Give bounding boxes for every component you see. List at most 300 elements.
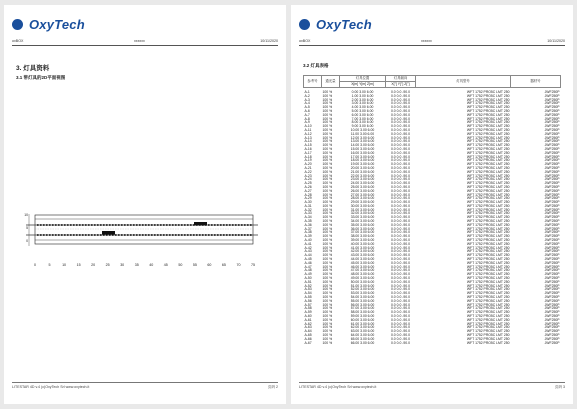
cell-code: JWF250P bbox=[544, 143, 560, 148]
luminaire-marker-row1 bbox=[163, 224, 165, 226]
luminaire-marker-row2 bbox=[40, 234, 42, 236]
cell-code: JWF250P bbox=[544, 272, 560, 277]
cell-code: JWF250P bbox=[544, 196, 560, 201]
cell-model: WFT 1752 PRO5C LMT 250 bbox=[466, 150, 510, 155]
luminaire-marker-row1 bbox=[211, 224, 213, 226]
cell-orientation: 0.0 0.0 -90.0 bbox=[390, 150, 411, 155]
cell-code: JWF250P bbox=[544, 192, 560, 197]
luminaire-marker-row1 bbox=[136, 224, 138, 226]
cell-flux: 100 % bbox=[322, 192, 333, 197]
cell-position: 48.00 3.00 6.00 bbox=[350, 272, 375, 277]
cell-flux: 100 % bbox=[322, 93, 333, 98]
luminaire-marker-row1 bbox=[100, 224, 102, 226]
cell-ref: A-48 bbox=[304, 268, 312, 273]
cell-model: WFT 1752 PRO5C LMT 250 bbox=[466, 253, 510, 258]
luminaire-marker-row1 bbox=[139, 224, 141, 226]
luminaire-marker-row2 bbox=[163, 234, 165, 236]
header-divider bbox=[299, 45, 565, 46]
footer-page-number: 页码 3 bbox=[554, 385, 565, 389]
cell-position: 15.00 3.00 6.00 bbox=[350, 146, 375, 151]
cell-model: WFT 1752 PRO5C LMT 250 bbox=[466, 234, 510, 239]
cell-ref: A-67 bbox=[304, 340, 312, 345]
cell-position: 50.00 3.00 6.00 bbox=[350, 279, 375, 284]
cell-flux: 100 % bbox=[322, 108, 333, 113]
x-tick-label: 0 bbox=[34, 263, 36, 267]
cell-model: WFT 1752 PRO5C LMT 250 bbox=[466, 321, 510, 326]
cell-model: WFT 1752 PRO5C LMT 250 bbox=[466, 207, 510, 212]
cell-ref: A-10 bbox=[304, 124, 312, 129]
cell-orientation: 0.0 0.0 -90.0 bbox=[390, 124, 411, 129]
cell-code: JWF250P bbox=[544, 260, 560, 265]
luminaire-marker-row2 bbox=[151, 234, 153, 236]
cell-flux: 100 % bbox=[322, 306, 333, 311]
cell-flux: 100 % bbox=[322, 143, 333, 148]
cell-position: 43.00 3.00 6.00 bbox=[350, 253, 375, 258]
luminaire-marker-row1 bbox=[115, 224, 117, 226]
luminaire-marker-row2 bbox=[103, 234, 105, 236]
luminaire-marker-row2 bbox=[148, 234, 150, 236]
luminaire-marker-row1 bbox=[127, 224, 129, 226]
luminaire-marker-row2 bbox=[121, 234, 123, 236]
cell-position: 41.00 3.00 6.00 bbox=[350, 245, 375, 250]
luminaire-marker-row2 bbox=[127, 234, 129, 236]
cell-flux: 100 % bbox=[322, 268, 333, 273]
brand-name: OxyTech bbox=[316, 17, 372, 32]
cell-model: WFT 1752 PRO5C LMT 250 bbox=[466, 200, 510, 205]
luminaire-marker-row2 bbox=[115, 234, 117, 236]
cell-code: JWF250P bbox=[544, 241, 560, 246]
cell-flux: 100 % bbox=[322, 329, 333, 334]
cell-model: WFT 1752 PRO5C LMT 250 bbox=[466, 181, 510, 186]
cell-orientation: 0.0 0.0 -90.0 bbox=[390, 165, 411, 170]
cell-code: JWF250P bbox=[544, 127, 560, 132]
cell-orientation: 0.0 0.0 -90.0 bbox=[390, 336, 411, 341]
luminaire-marker-row2 bbox=[76, 234, 78, 236]
document-page-left bbox=[4, 5, 286, 404]
luminaire-marker-row1 bbox=[217, 224, 219, 226]
cell-position: 11.00 3.00 6.00 bbox=[350, 131, 375, 136]
cell-ref: A-54 bbox=[304, 291, 312, 296]
cell-orientation: 0.0 0.0 -90.0 bbox=[390, 162, 411, 167]
cell-flux: 100 % bbox=[322, 260, 333, 265]
cell-code: JWF250P bbox=[544, 234, 560, 239]
cell-ref: A-53 bbox=[304, 287, 312, 292]
cell-position: 55.00 3.00 6.00 bbox=[350, 298, 375, 303]
cell-orientation: 0.0 0.0 -90.0 bbox=[390, 215, 411, 220]
cell-ref: A-47 bbox=[304, 264, 312, 269]
cell-orientation: 0.0 0.0 -90.0 bbox=[390, 272, 411, 277]
luminaire-marker-row2 bbox=[61, 234, 63, 236]
cell-position: 60.00 3.00 6.00 bbox=[350, 317, 375, 322]
cell-position: 37.00 3.00 6.00 bbox=[350, 230, 375, 235]
luminaire-marker-row1 bbox=[124, 224, 126, 226]
cell-orientation: 0.0 0.0 -90.0 bbox=[390, 112, 411, 117]
cell-flux: 100 % bbox=[322, 226, 333, 231]
x-tick-label: 65 bbox=[221, 263, 226, 267]
luminaire-marker-row2 bbox=[226, 234, 228, 236]
cell-ref: A-33 bbox=[304, 211, 312, 216]
cell-position: 27.00 3.00 6.00 bbox=[350, 192, 375, 197]
luminaire-marker-row1 bbox=[223, 224, 225, 226]
cell-code: JWF250P bbox=[544, 332, 560, 337]
cell-model: WFT 1752 PRO5C LMT 250 bbox=[466, 283, 510, 288]
cell-position: 16.00 3.00 6.00 bbox=[350, 150, 375, 155]
cell-flux: 100 % bbox=[322, 283, 333, 288]
luminaire-marker-row1 bbox=[166, 224, 168, 226]
luminaire-marker-row1 bbox=[247, 224, 249, 226]
luminaire-marker-row1 bbox=[64, 224, 66, 226]
cell-code: JWF250P bbox=[544, 336, 560, 341]
x-tick-label: 35 bbox=[134, 263, 139, 267]
cell-ref: A-51 bbox=[304, 279, 312, 284]
cell-position: 1.00 3.00 6.00 bbox=[351, 93, 374, 98]
luminaire-marker-row1 bbox=[73, 224, 75, 226]
cell-position: 33.00 3.00 6.00 bbox=[350, 215, 375, 220]
cell-code: JWF250P bbox=[544, 203, 560, 208]
luminaire-marker-row2 bbox=[160, 234, 162, 236]
luminaire-marker-row2 bbox=[94, 234, 96, 236]
cell-flux: 100 % bbox=[322, 215, 333, 220]
cell-ref: A-46 bbox=[304, 260, 312, 265]
luminaire-marker-row2 bbox=[112, 234, 114, 236]
cell-ref: A-65 bbox=[304, 332, 312, 337]
cell-orientation: 0.0 0.0 -90.0 bbox=[390, 321, 411, 326]
cell-flux: 100 % bbox=[322, 203, 333, 208]
cell-flux: 100 % bbox=[322, 120, 333, 125]
luminaire-marker-row1 bbox=[103, 224, 105, 226]
plan-outline bbox=[26, 214, 258, 246]
cell-position: 56.00 3.00 6.00 bbox=[350, 302, 375, 307]
x-tick-label: 45 bbox=[163, 263, 168, 267]
footer-software: LITESTAR 4D v.4 (c)OxyTech Srl www.oxytech.it bbox=[299, 385, 377, 389]
cell-flux: 100 % bbox=[322, 116, 333, 121]
cell-orientation: 0.0 0.0 -90.0 bbox=[390, 207, 411, 212]
cell-orientation: 0.0 0.0 -90.0 bbox=[390, 105, 411, 110]
cell-position: 30.00 3.00 6.00 bbox=[350, 203, 375, 208]
cell-orientation: 0.0 0.0 -90.0 bbox=[390, 310, 411, 315]
cell-orientation: 0.0 0.0 -90.0 bbox=[390, 332, 411, 337]
x-tick-label: 20 bbox=[91, 263, 96, 267]
cell-ref: A-59 bbox=[304, 310, 312, 315]
luminaire-marker-row2 bbox=[91, 234, 93, 236]
cell-position: 9.00 3.00 6.00 bbox=[351, 124, 374, 129]
luminaire-marker-row1 bbox=[43, 224, 45, 226]
cell-ref: A-12 bbox=[304, 131, 312, 136]
cell-model: WFT 1752 PRO5C LMT 250 bbox=[466, 146, 510, 151]
cell-ref: A-60 bbox=[304, 314, 312, 318]
cell-orientation: 0.0 0.0 -90.0 bbox=[390, 230, 411, 235]
cell-position: 39.00 3.00 6.00 bbox=[350, 238, 375, 243]
luminaire-marker-row1 bbox=[88, 224, 90, 226]
luminaire-marker-row1 bbox=[160, 224, 162, 226]
cell-flux: 100 % bbox=[322, 173, 333, 178]
cell-ref: A-55 bbox=[304, 295, 312, 300]
cell-orientation: 0.0 0.0 -90.0 bbox=[390, 222, 411, 227]
luminaire-marker-row2 bbox=[43, 234, 45, 236]
cell-orientation: 0.0 0.0 -90.0 bbox=[390, 203, 411, 208]
luminaire-marker-row1 bbox=[232, 224, 234, 226]
cell-orientation: 0.0 0.0 -90.0 bbox=[390, 287, 411, 292]
cell-orientation: 0.0 0.0 -90.0 bbox=[390, 306, 411, 311]
luminaire-marker-row2 bbox=[64, 234, 66, 236]
cell-ref: A-62 bbox=[304, 321, 312, 326]
footer-software: LITESTAR 4D v.4 (c)OxyTech Srl www.oxytech.it bbox=[12, 385, 90, 389]
cell-orientation: 0.0 0.0 -90.0 bbox=[390, 245, 411, 250]
cell-model: WFT 1752 PRO5C LMT 250 bbox=[466, 162, 510, 167]
cell-position: 14.00 3.00 6.00 bbox=[350, 143, 375, 148]
cell-flux: 100 % bbox=[322, 287, 333, 292]
cell-model: WFT 1752 PRO5C LMT 250 bbox=[466, 184, 510, 189]
cell-model: WFT 1752 PRO5C LMT 250 bbox=[466, 260, 510, 265]
col-subheader-orientation: X[°] Y[°] Z[°] bbox=[386, 82, 416, 88]
luminaire-marker-row2 bbox=[223, 234, 225, 236]
luminaire-marker-row1 bbox=[229, 224, 231, 226]
cell-position: 31.00 3.00 6.00 bbox=[350, 207, 375, 212]
cell-orientation: 0.0 0.0 -90.0 bbox=[390, 325, 411, 330]
cell-code: JWF250P bbox=[544, 310, 560, 315]
luminaire-marker-row1 bbox=[121, 224, 123, 226]
cell-position: 59.00 3.00 6.00 bbox=[350, 314, 375, 318]
luminaire-marker-row1 bbox=[97, 224, 99, 226]
cell-orientation: 0.0 0.0 -90.0 bbox=[390, 200, 411, 205]
cell-position: 13.00 3.00 6.00 bbox=[350, 139, 375, 144]
footer-page-number: 页码 2 bbox=[267, 385, 278, 389]
cell-code: JWF250P bbox=[544, 89, 560, 94]
cell-ref: A-45 bbox=[304, 257, 312, 262]
footer-divider bbox=[299, 382, 565, 383]
cell-model: WFT 1752 PRO5C LMT 250 bbox=[466, 173, 510, 178]
cell-position: 25.00 3.00 6.00 bbox=[350, 184, 375, 189]
cell-position: 6.00 3.00 6.00 bbox=[351, 112, 374, 117]
cell-code: JWF250P bbox=[544, 230, 560, 235]
subsection-title: 3.1 带灯具的2D平面视图 bbox=[16, 75, 66, 80]
cell-ref: A-31 bbox=[304, 203, 312, 208]
cell-orientation: 0.0 0.0 -90.0 bbox=[390, 143, 411, 148]
cell-ref: A-26 bbox=[304, 184, 312, 189]
table-row bbox=[304, 87, 561, 94]
cell-orientation: 0.0 0.0 -90.0 bbox=[390, 173, 411, 178]
luminaire-marker-row2 bbox=[193, 234, 195, 236]
cell-position: 26.00 3.00 6.00 bbox=[350, 188, 375, 193]
cell-position: 42.00 3.00 6.00 bbox=[350, 249, 375, 254]
cell-code: JWF250P bbox=[544, 279, 560, 284]
cell-ref: A-30 bbox=[304, 200, 312, 205]
cell-code: JWF250P bbox=[544, 219, 560, 224]
cell-model: WFT 1752 PRO5C LMT 250 bbox=[466, 93, 510, 98]
luminaire-marker-row1 bbox=[154, 224, 156, 226]
plan-luminaires bbox=[37, 224, 252, 236]
cell-flux: 100 % bbox=[322, 245, 333, 250]
cell-ref: A-38 bbox=[304, 230, 312, 235]
luminaire-marker-row1 bbox=[184, 224, 186, 226]
luminaire-marker-row1 bbox=[238, 224, 240, 226]
cell-code: JWF250P bbox=[544, 207, 560, 212]
cell-orientation: 0.0 0.0 -90.0 bbox=[390, 169, 411, 174]
cell-ref: A-18 bbox=[304, 154, 312, 159]
luminaire-marker-row1 bbox=[79, 224, 81, 226]
cell-orientation: 0.0 0.0 -90.0 bbox=[390, 120, 411, 125]
luminaire-marker-row2 bbox=[181, 234, 183, 236]
luminaire-marker-row2 bbox=[205, 234, 207, 236]
cell-model: WFT 1752 PRO5C LMT 250 bbox=[466, 310, 510, 315]
cell-model: WFT 1752 PRO5C LMT 250 bbox=[466, 101, 510, 106]
cell-ref: A-40 bbox=[304, 238, 312, 243]
luminaire-marker-row2 bbox=[58, 234, 60, 236]
cell-code: JWF250P bbox=[544, 340, 560, 345]
cell-orientation: 0.0 0.0 -90.0 bbox=[390, 154, 411, 159]
luminaire-marker-row1 bbox=[55, 224, 57, 226]
cell-orientation: 0.0 0.0 -90.0 bbox=[390, 192, 411, 197]
cell-code: JWF250P bbox=[544, 146, 560, 151]
luminaire-marker-row1 bbox=[169, 224, 171, 226]
header-divider bbox=[12, 45, 278, 46]
luminaire-marker-row1 bbox=[178, 224, 180, 226]
cell-position: 7.00 3.00 6.00 bbox=[351, 116, 374, 121]
cell-ref: A-5 bbox=[304, 105, 310, 110]
luminaire-marker-row2 bbox=[169, 234, 171, 236]
cell-code: JWF250P bbox=[544, 165, 560, 170]
luminaire-marker-row2 bbox=[79, 234, 81, 236]
cell-position: 29.00 3.00 6.00 bbox=[350, 200, 375, 205]
cell-orientation: 0.0 0.0 -90.0 bbox=[390, 302, 411, 307]
luminaire-marker-row1 bbox=[244, 224, 246, 226]
luminaire-marker-row1 bbox=[241, 224, 243, 226]
cell-flux: 100 % bbox=[322, 200, 333, 205]
cell-position: 22.00 3.00 6.00 bbox=[350, 173, 375, 178]
luminaire-marker-row1 bbox=[202, 224, 204, 226]
cell-position: 63.00 3.00 6.00 bbox=[350, 329, 375, 334]
cell-flux: 100 % bbox=[322, 257, 333, 262]
cell-position: 35.00 3.00 6.00 bbox=[350, 222, 375, 227]
cell-position: 51.00 3.00 6.00 bbox=[350, 283, 375, 288]
cell-ref: A-34 bbox=[304, 215, 312, 220]
cell-flux: 100 % bbox=[322, 177, 333, 182]
cell-orientation: 0.0 0.0 -90.0 bbox=[390, 283, 411, 288]
luminaire-marker-row2 bbox=[208, 234, 210, 236]
luminaire-marker-row1 bbox=[205, 224, 207, 226]
cell-model: WFT 1752 PRO5C LMT 250 bbox=[466, 116, 510, 121]
cell-orientation: 0.0 0.0 -90.0 bbox=[390, 101, 411, 106]
cell-orientation: 0.0 0.0 -90.0 bbox=[390, 295, 411, 300]
cell-model: WFT 1752 PRO5C LMT 250 bbox=[466, 158, 510, 163]
x-tick-label: 30 bbox=[120, 263, 125, 267]
luminaire-marker-row1 bbox=[226, 224, 228, 226]
cell-position: 36.00 3.00 6.00 bbox=[350, 226, 375, 231]
cell-ref: A-24 bbox=[304, 177, 312, 182]
cell-flux: 100 % bbox=[322, 188, 333, 193]
cell-code: JWF250P bbox=[544, 97, 560, 102]
cell-flux: 100 % bbox=[322, 89, 333, 94]
cell-code: JWF250P bbox=[544, 177, 560, 182]
cell-model: WFT 1752 PRO5C LMT 250 bbox=[466, 230, 510, 235]
cell-flux: 100 % bbox=[322, 340, 333, 345]
luminaire-marker-row1 bbox=[130, 224, 132, 226]
luminaire-table bbox=[303, 75, 561, 345]
luminaire-marker-row2 bbox=[202, 234, 204, 236]
cell-position: 3.00 3.00 6.00 bbox=[351, 101, 374, 106]
cell-orientation: 0.0 0.0 -90.0 bbox=[390, 188, 411, 193]
logo-dot-icon bbox=[299, 19, 310, 30]
cell-flux: 100 % bbox=[322, 112, 333, 117]
luminaire-marker-row1 bbox=[181, 224, 183, 226]
cell-ref: A-21 bbox=[304, 165, 312, 170]
cell-orientation: 0.0 0.0 -90.0 bbox=[390, 127, 411, 132]
cell-position: 45.00 3.00 6.00 bbox=[350, 260, 375, 265]
cell-flux: 100 % bbox=[322, 336, 333, 341]
cell-position: 2.00 3.00 6.00 bbox=[351, 97, 374, 102]
cell-model: WFT 1752 PRO5C LMT 250 bbox=[466, 177, 510, 182]
cell-model: WFT 1752 PRO5C LMT 250 bbox=[466, 89, 510, 94]
cell-position: 32.00 3.00 6.00 bbox=[350, 211, 375, 216]
cell-orientation: 0.0 0.0 -90.0 bbox=[390, 89, 411, 94]
cell-position: 40.00 3.00 6.00 bbox=[350, 241, 375, 246]
luminaire-marker-row1 bbox=[37, 224, 39, 226]
luminaire-marker-row2 bbox=[106, 234, 108, 236]
cell-flux: 100 % bbox=[322, 150, 333, 155]
cell-code: JWF250P bbox=[544, 226, 560, 231]
cell-flux: 100 % bbox=[322, 302, 333, 307]
cell-orientation: 0.0 0.0 -90.0 bbox=[390, 264, 411, 269]
cell-ref: A-36 bbox=[304, 222, 312, 227]
luminaire-marker-row2 bbox=[118, 234, 120, 236]
cell-flux: 100 % bbox=[322, 169, 333, 174]
luminaire-marker-row2 bbox=[67, 234, 69, 236]
cell-position: 53.00 3.00 6.00 bbox=[350, 291, 375, 296]
cell-flux: 100 % bbox=[322, 279, 333, 284]
cell-orientation: 0.0 0.0 -90.0 bbox=[390, 291, 411, 296]
luminaire-marker-row2 bbox=[199, 234, 201, 236]
cell-position: 8.00 3.00 6.00 bbox=[351, 120, 374, 125]
cell-model: WFT 1752 PRO5C LMT 250 bbox=[466, 108, 510, 113]
cell-flux: 100 % bbox=[322, 97, 333, 102]
cell-model: WFT 1752 PRO5C LMT 250 bbox=[466, 203, 510, 208]
luminaire-marker-row2 bbox=[82, 234, 84, 236]
cell-model: WFT 1752 PRO5C LMT 250 bbox=[466, 245, 510, 250]
luminaire-marker-row1 bbox=[109, 224, 111, 226]
cell-ref: A-28 bbox=[304, 192, 312, 197]
cell-model: WFT 1752 PRO5C LMT 250 bbox=[466, 268, 510, 273]
cell-ref: A-35 bbox=[304, 219, 312, 224]
cell-ref: A-25 bbox=[304, 181, 312, 186]
cell-orientation: 0.0 0.0 -90.0 bbox=[390, 314, 411, 318]
luminaire-marker-row1 bbox=[214, 224, 216, 226]
luminaire-marker-row2 bbox=[136, 234, 138, 236]
luminaire-marker-row1 bbox=[49, 224, 51, 226]
cell-orientation: 0.0 0.0 -90.0 bbox=[390, 211, 411, 216]
cell-ref: A-2 bbox=[304, 93, 310, 98]
col-header-position: 灯具位置 bbox=[340, 76, 386, 82]
cell-orientation: 0.0 0.0 -90.0 bbox=[390, 298, 411, 303]
cell-position: 23.00 3.00 6.00 bbox=[350, 177, 375, 182]
cell-flux: 100 % bbox=[322, 162, 333, 167]
section-title: 3. 灯具资料 bbox=[16, 65, 50, 72]
cell-flux: 100 % bbox=[322, 325, 333, 330]
cell-orientation: 0.0 0.0 -90.0 bbox=[390, 253, 411, 258]
cell-ref: A-42 bbox=[304, 245, 312, 250]
x-tick-label: 75 bbox=[251, 263, 255, 267]
luminaire-marker-row2 bbox=[37, 234, 39, 236]
cell-flux: 100 % bbox=[322, 317, 333, 322]
cell-ref: A-37 bbox=[304, 226, 312, 231]
luminaire-marker-row2 bbox=[124, 234, 126, 236]
cell-ref: A-41 bbox=[304, 241, 312, 246]
cell-model: WFT 1752 PRO5C LMT 250 bbox=[466, 120, 510, 125]
cell-model: WFT 1752 PRO5C LMT 250 bbox=[466, 215, 510, 220]
luminaire-marker-row2 bbox=[55, 234, 57, 236]
cell-position: 49.00 3.00 6.00 bbox=[350, 276, 375, 281]
cell-orientation: 0.0 0.0 -90.0 bbox=[390, 135, 411, 140]
cell-orientation: 0.0 0.0 -90.0 bbox=[390, 97, 411, 102]
